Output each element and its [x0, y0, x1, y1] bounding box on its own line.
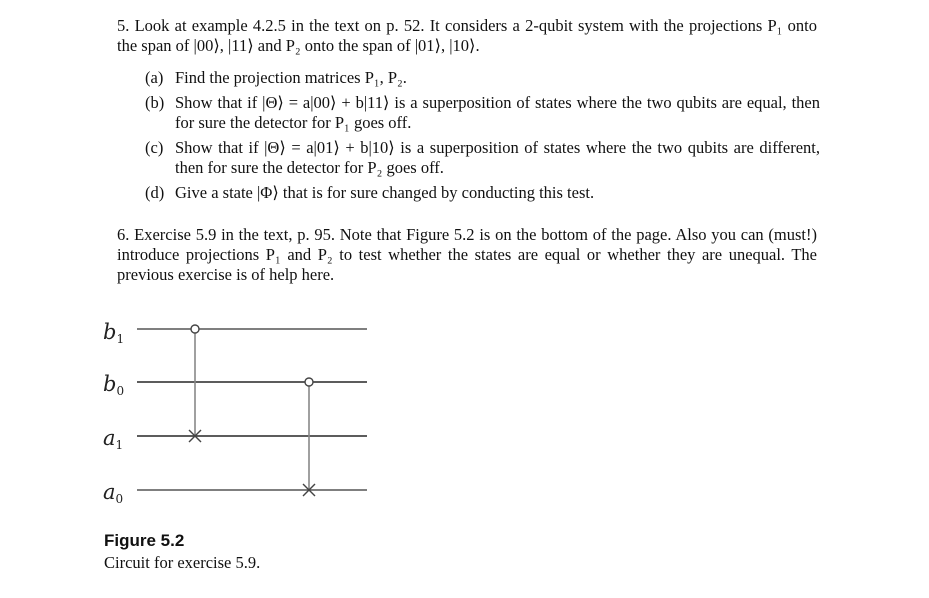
- wire-label-sub: 0: [115, 492, 124, 506]
- exercise-5-intro: 5. Look at example 4.2.5 in the text on p. 52. It considers a 2-qubit system with the projections P₁ onto the span of |00⟩, |11⟩ and P₂ onto the span of |01⟩, |10⟩.: [117, 16, 817, 55]
- wire-label-sub: 0: [116, 384, 125, 398]
- item-label: (b): [145, 93, 165, 112]
- item-label: (a): [145, 68, 164, 87]
- wire-label-a1: [103, 426, 123, 452]
- wire-label-a0: [103, 480, 123, 506]
- wire-label-var: a: [103, 426, 116, 450]
- item-text: Find the projection matrices P₁, P₂.: [175, 68, 407, 87]
- control-dot-2: [305, 378, 313, 386]
- wire-label-var: b: [103, 372, 117, 396]
- wire-label-sub: 1: [115, 438, 124, 452]
- wire-label-var: b: [103, 320, 117, 344]
- wire-label-b0: [103, 372, 124, 398]
- item-label: (d): [145, 183, 165, 202]
- figure-title: Figure 5.2: [104, 531, 185, 550]
- list-item: [145, 68, 820, 88]
- list-item: [145, 93, 820, 133]
- control-dot-1: [191, 325, 199, 333]
- list-item: [145, 183, 820, 203]
- wire-label-sub: 1: [116, 332, 125, 346]
- list-item: [145, 138, 820, 178]
- item-text: Show that if |Θ⟩ = a|00⟩ + b|11⟩ is a superposition of states where the two qubits are equal, then for sure the detector for P₁ goes off.: [175, 93, 820, 132]
- exercise-5-items: [145, 68, 820, 208]
- wire-label-b1: [103, 320, 124, 346]
- item-label: (c): [145, 138, 164, 157]
- circuit-diagram: [95, 305, 385, 515]
- item-text: Give a state |Φ⟩ that is for sure changed by conducting this test.: [175, 183, 595, 202]
- figure-caption: Circuit for exercise 5.9.: [104, 553, 261, 572]
- item-text: Show that if |Θ⟩ = a|01⟩ + b|10⟩ is a superposition of states where the two qubits are different, then for sure the detector for P₂ goes off.: [175, 138, 820, 177]
- wire-label-var: a: [103, 480, 116, 504]
- exercise-6-text: 6. Exercise 5.9 in the text, p. 95. Note that Figure 5.2 is on the bottom of the page. Also you can (must!) introduce projections P₁ and P₂ to test whether the states are equal or whether they are unequal. The previous exercise is of help here.: [117, 225, 817, 284]
